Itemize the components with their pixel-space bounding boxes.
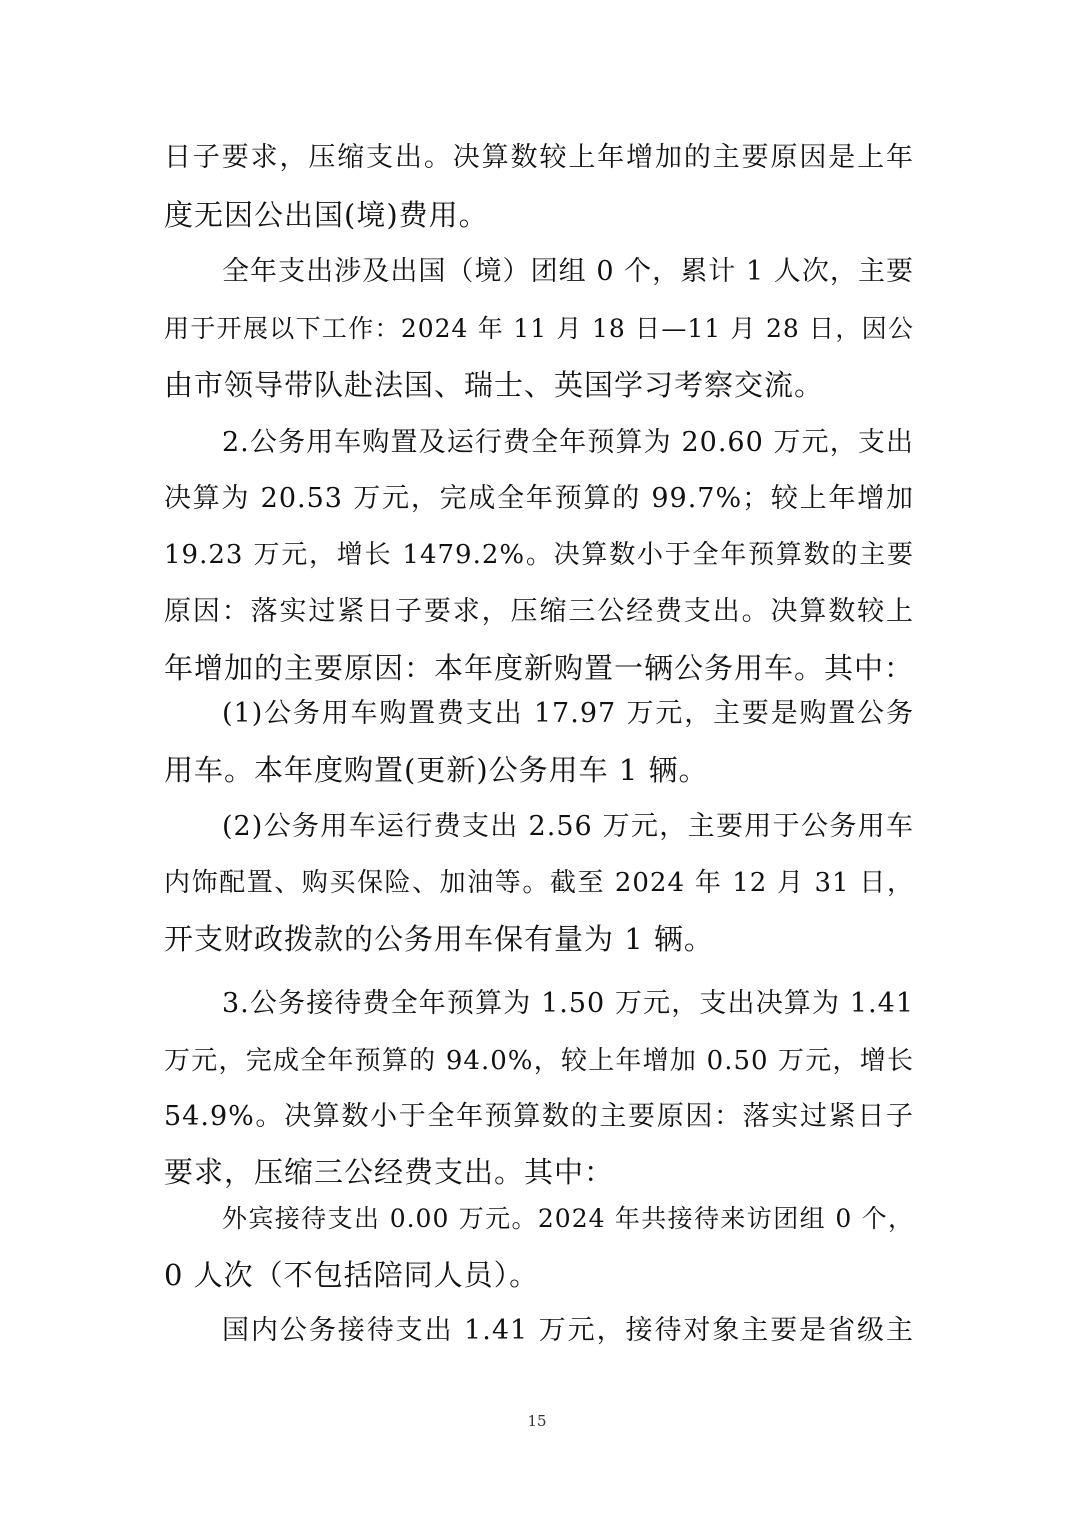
body-text-line: 度无因公出国(境)费用。 <box>164 198 489 232</box>
body-text-line: 要求，压缩三公经费支出。其中： <box>164 1155 615 1189</box>
body-text-line: (1)公务用车购置费支出 17.97 万元，主要是购置公务 <box>222 698 914 729</box>
body-text-line: 3.公务接待费全年预算为 1.50 万元，支出决算为 1.41 <box>222 988 914 1019</box>
body-text-line: 用于开展以下工作：2024 年 11 月 18 日—11 月 28 日，因公 <box>164 314 914 343</box>
body-text-line: 54.9%。决算数小于全年预算数的主要原因：落实过紧日子 <box>164 1101 914 1132</box>
page-number: 15 <box>527 1412 547 1430</box>
body-text-line: 开支财政拨款的公务用车保有量为 1 辆。 <box>164 922 714 956</box>
body-text-line: 决算为 20.53 万元，完成全年预算的 99.7%；较上年增加 <box>164 483 914 514</box>
body-text-line: 原因：落实过紧日子要求，压缩三公经费支出。决算数较上 <box>164 596 914 627</box>
body-text-line: 2.公务用车购置及运行费全年预算为 20.60 万元，支出 <box>222 427 914 458</box>
body-text-line: 万元，完成全年预算的 94.0%，较上年增加 0.50 万元，增长 <box>164 1046 914 1076</box>
body-text-line: 国内公务接待支出 1.41 万元，接待对象主要是省级主 <box>222 1315 914 1346</box>
body-text-line: 全年支出涉及出国（境）团组 0 个，累计 1 人次，主要 <box>222 256 914 287</box>
body-text-line: 19.23 万元，增长 1479.2%。决算数小于全年预算数的主要 <box>164 540 914 570</box>
body-text-line: 用车。本年度购置(更新)公务用车 1 辆。 <box>164 753 709 787</box>
body-text-line: 日子要求，压缩支出。决算数较上年增加的主要原因是上年 <box>164 142 914 173</box>
body-text-line: 年增加的主要原因：本年度新购置一辆公务用车。其中： <box>164 651 915 685</box>
body-text-line: (2)公务用车运行费支出 2.56 万元，主要用于公务用车 <box>222 811 914 842</box>
body-text-line: 由市领导带队赴法国、瑞士、英国学习考察交流。 <box>164 368 825 402</box>
body-text-line: 内饰配置、购买保险、加油等。截至 2024 年 12 月 31 日， <box>164 868 914 898</box>
body-text-line: 外宾接待支出 0.00 万元。2024 年共接待来访团组 0 个， <box>222 1204 914 1233</box>
body-text-line: 0 人次（不包括陪同人员）。 <box>164 1258 540 1292</box>
